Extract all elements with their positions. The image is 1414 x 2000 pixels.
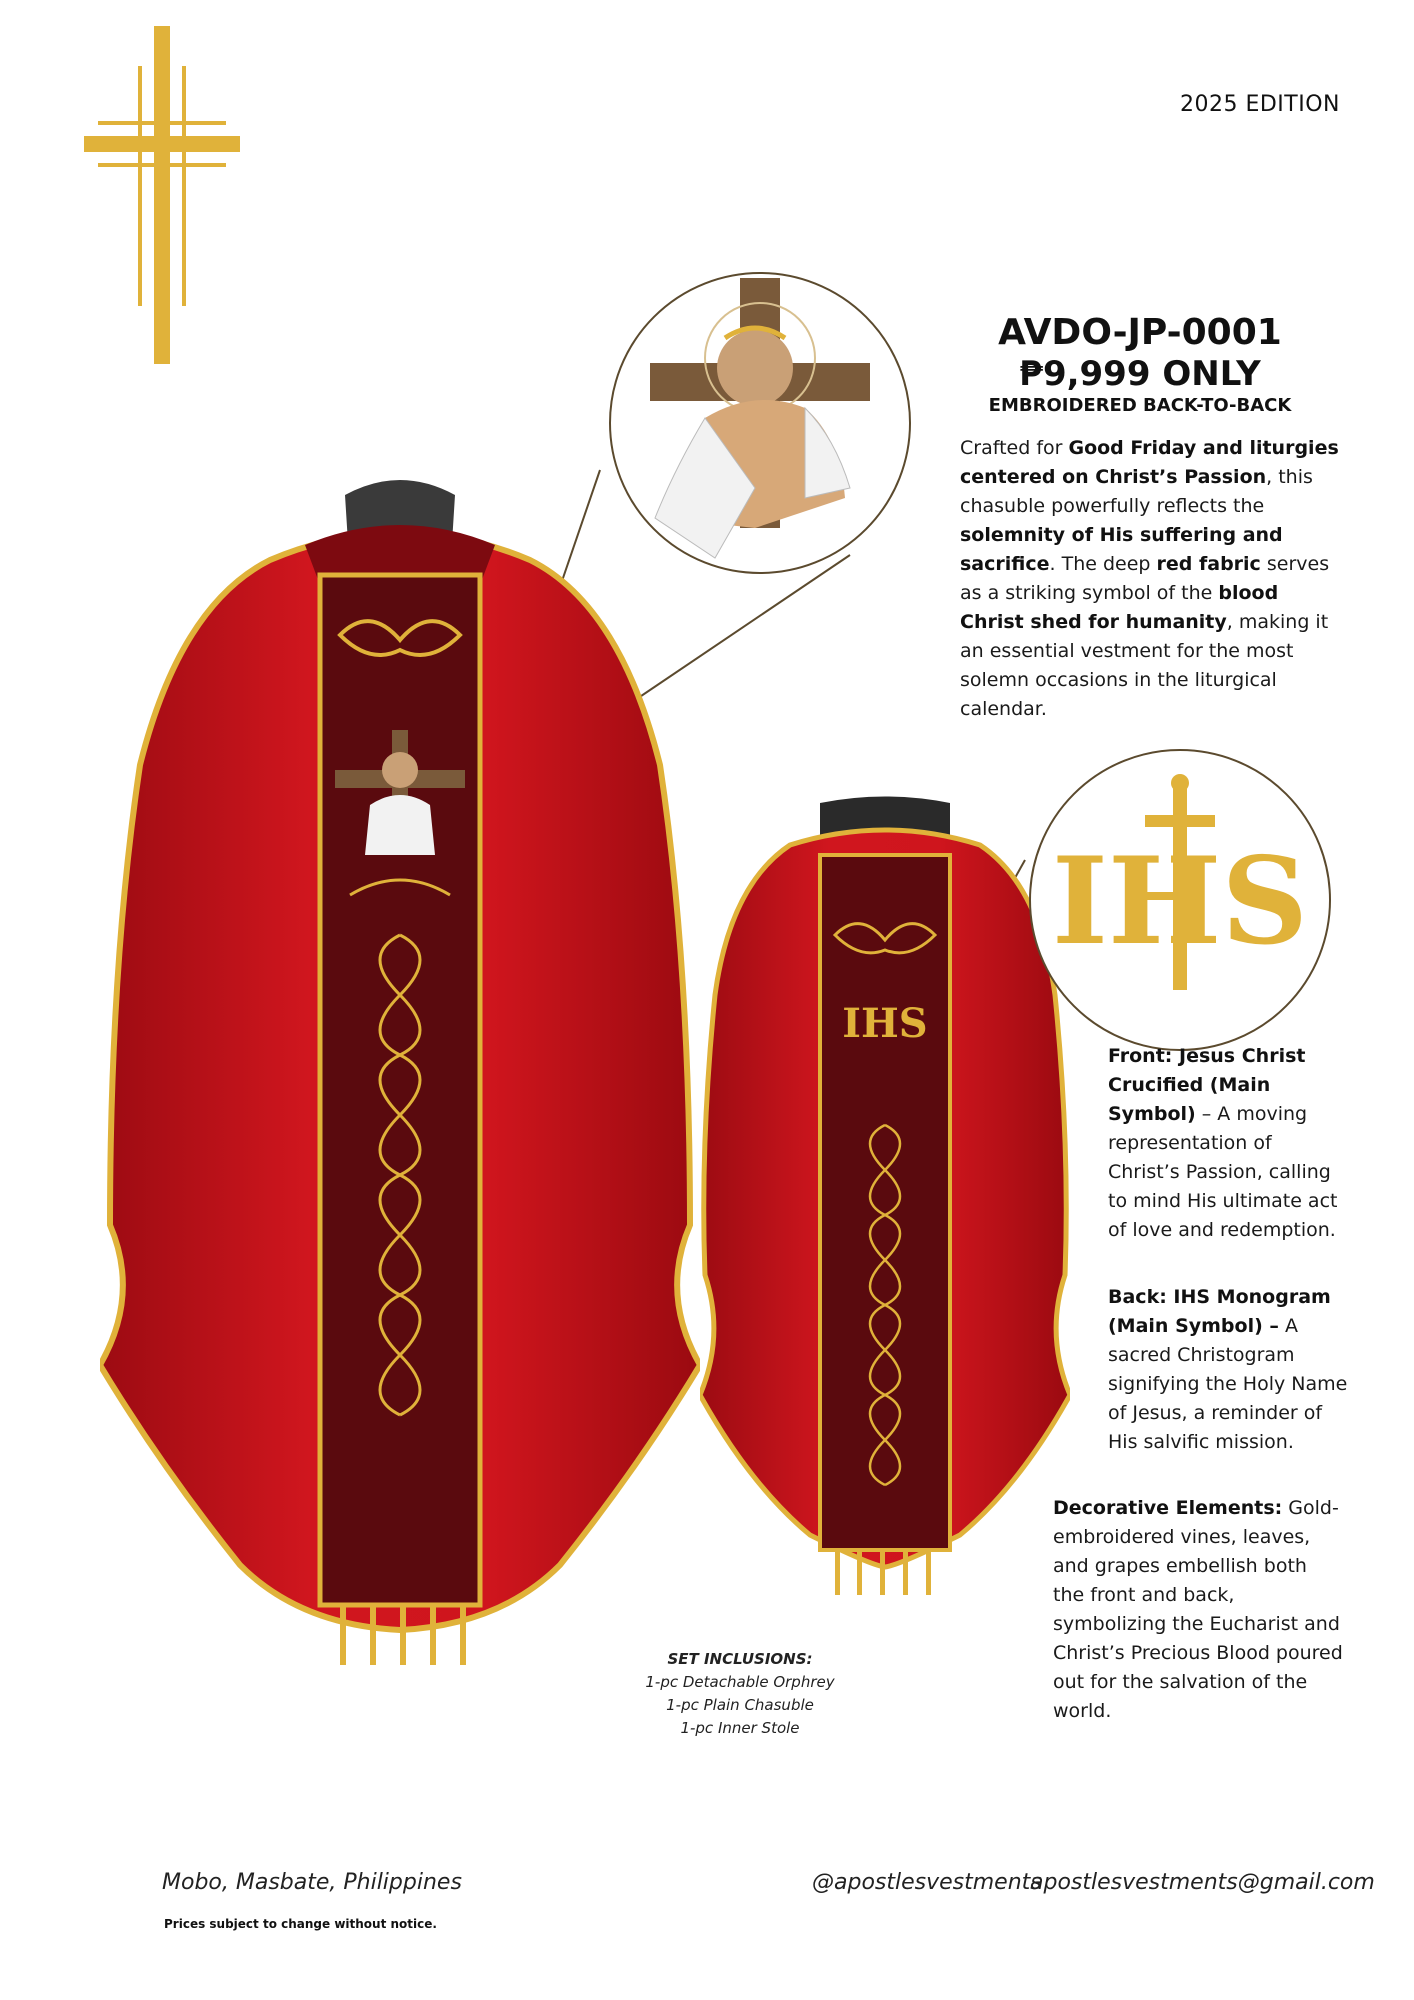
product-subtitle: EMBROIDERED BACK-TO-BACK	[988, 395, 1292, 416]
feature-front: Front: Jesus Christ Crucified (Main Symbol) – A moving representation of Christ’s Passion, calling to mind His ultimate act of love and redemption.	[1108, 1045, 1338, 1241]
inclusion-item: 1-pc Plain Chasuble	[666, 1696, 814, 1714]
product-price: ₱9,999 ONLY	[1019, 354, 1261, 394]
set-inclusions-heading: SET INCLUSIONS:	[667, 1650, 813, 1668]
set-inclusions	[590, 1648, 890, 1740]
back-ihs-monogram: IHS	[842, 1000, 928, 1047]
front-chasuble-image	[100, 465, 700, 1675]
product-code: AVDO-JP-0001	[998, 312, 1282, 353]
feature-back: Back: IHS Monogram (Main Symbol) – A sacred Christogram signifying the Holy Name of Jesus, a reminder of His salvific mission.	[1108, 1286, 1348, 1453]
footer-location: Mobo, Masbate, Philippines	[162, 1870, 462, 1895]
feature-decorative: Decorative Elements: Gold-embroidered vines, leaves, and grapes embellish both the front and back, symbolizing the Eucharist and Christ’s Precious Blood poured out for the salvation of the world.	[1053, 1497, 1343, 1722]
inclusion-item: 1-pc Detachable Orphrey	[645, 1673, 835, 1691]
front-detail-circle	[605, 268, 915, 578]
footer-social-handle[interactable]: @apostlesvestments	[812, 1870, 1042, 1895]
footer-email[interactable]: apostlesvestments@gmail.com	[1030, 1870, 1375, 1895]
product-description: Crafted for Good Friday and liturgies centered on Christ’s Passion, this chasuble powerfully reflects the solemnity of His suffering and sacrifice. The deep red fabric serves as a striking symbol of the blood Christ shed for humanity, making it an essential vestment for the most solemn occasions in the liturgical calendar.	[960, 437, 1339, 720]
ihs-monogram-large: IHS	[1051, 831, 1309, 972]
inclusion-item: 1-pc Inner Stole	[680, 1719, 800, 1737]
back-chasuble-image	[700, 795, 1070, 1605]
edition-label: 2025 EDITION	[1179, 92, 1340, 117]
footer-price-note: Prices subject to change without notice.	[164, 1917, 437, 1931]
